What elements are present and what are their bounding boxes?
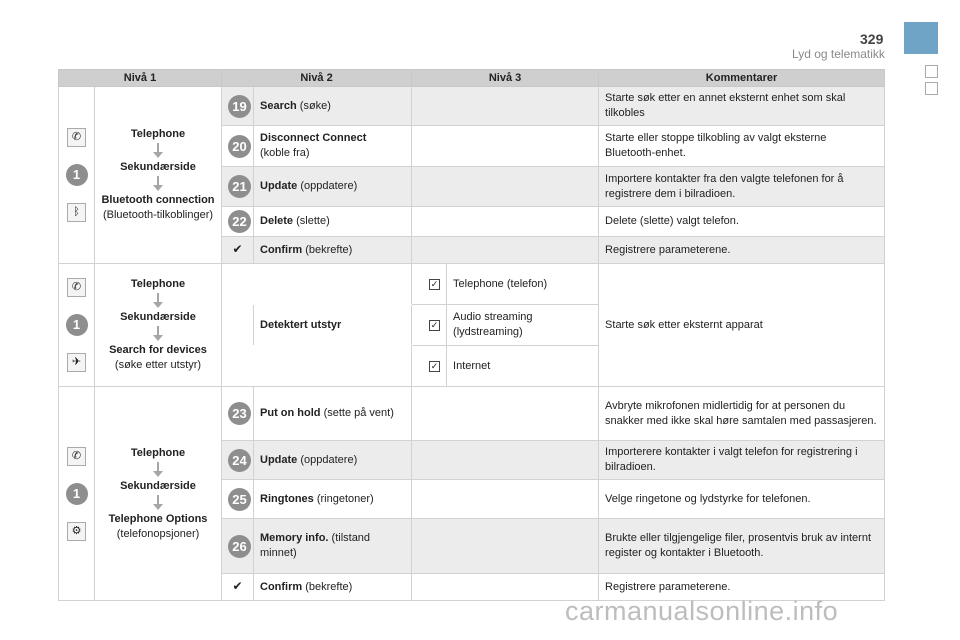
arrow-down-icon <box>157 176 159 185</box>
icon-cell <box>59 387 95 601</box>
option-label: Memory info. <box>260 532 329 544</box>
option-sub: (bekrefte) <box>305 580 353 593</box>
option-sub: (oppdatere) <box>300 453 358 466</box>
option-label: Update <box>260 453 298 466</box>
confirm-check-icon: ✔ <box>232 242 243 256</box>
comment: Avbryte mikrofonen midlertidig for at personen du snakker med ikke skal høre samtalen med passasjeren. <box>599 387 885 441</box>
comment: Velge ringetone og lydstyrke for telefonen. <box>599 480 885 519</box>
nav-path <box>95 387 222 601</box>
arrow-down-icon <box>157 462 159 471</box>
side-marker <box>925 65 938 78</box>
option-label: Confirm <box>260 580 303 593</box>
confirm-check-icon: ✔ <box>232 579 243 593</box>
option-sub: (sette på vent) <box>323 407 394 419</box>
option-sub: (tilstand minnet) <box>260 532 371 559</box>
col-header: Nivå 3 <box>412 70 599 87</box>
comment: Starte søk etter en annet eksternt enhet som skal tilkobles <box>599 87 885 126</box>
option-label: Delete <box>260 215 294 227</box>
option-sub: (oppdatere) <box>300 180 358 192</box>
step-badge: 22 <box>228 210 251 233</box>
option-label: Audio streaming (lydstreaming) <box>447 305 599 346</box>
step-badge: 25 <box>228 488 251 511</box>
option-sub: (slette) <box>296 215 330 227</box>
level-badge: 1 <box>66 164 88 186</box>
col-header: Nivå 2 <box>222 70 412 87</box>
arrow-down-icon <box>157 326 159 335</box>
option-label: Disconnect Connect <box>260 132 367 144</box>
side-marker <box>925 82 938 95</box>
level-badge: 1 <box>66 483 88 505</box>
menu-table <box>58 69 885 601</box>
icon-cell <box>59 87 95 264</box>
step-badge: 21 <box>228 175 251 198</box>
option-sub: (søke) <box>299 99 331 112</box>
nav-target-sub: (telefonopsjoner) <box>116 527 200 540</box>
bluetooth-icon: ᛒ <box>67 203 86 222</box>
option-label: Put on hold <box>260 407 321 419</box>
nav-target: Bluetooth connection <box>101 194 215 206</box>
nav-secondary: Sekundærside <box>120 161 196 173</box>
option-sub: (bekrefte) <box>305 243 353 256</box>
nav-telephone: Telephone <box>130 278 186 290</box>
nav-path <box>95 264 222 387</box>
comment: Brukte eller tilgjengelige filer, prosentvis bruk av internt register og kontakter i Bluetooth. <box>599 519 885 574</box>
step-badge: 24 <box>228 449 251 472</box>
table-row <box>59 87 885 126</box>
phone-settings-icon: ⚙ <box>67 522 86 541</box>
arrow-down-icon <box>157 143 159 152</box>
level-badge: 1 <box>66 314 88 336</box>
nav-path <box>95 87 222 264</box>
col-header: Nivå 1 <box>59 70 222 87</box>
page-number: 329 <box>860 31 884 47</box>
icon-cell <box>59 264 95 387</box>
nav-target: Telephone Options <box>108 512 208 525</box>
chapter-tab <box>904 22 938 54</box>
table-header <box>59 70 885 87</box>
comment: Registrere parameterene. <box>599 574 885 601</box>
step-badge: 19 <box>228 95 251 118</box>
option-sub: (koble fra) <box>260 147 310 159</box>
option-label: Update <box>260 180 298 192</box>
table-row <box>59 387 885 441</box>
option-sub: (ringetoner) <box>316 492 374 505</box>
table-row <box>59 264 885 305</box>
telephone-icon: ✆ <box>67 128 86 147</box>
col-header: Kommentarer <box>599 70 885 87</box>
telephone-icon: ✆ <box>67 447 86 466</box>
nav-target-sub: (søke etter utstyr) <box>114 359 202 371</box>
checkbox-icon: ✓ <box>430 278 439 289</box>
option-label: Search <box>260 99 297 112</box>
search-device-icon: ✈ <box>67 353 86 372</box>
comment: Importerere kontakter i valgt telefon for registrering i bilradioen. <box>599 441 885 480</box>
comment: Starte eller stoppe tilkobling av valgt eksterne Bluetooth-enhet. <box>599 126 885 167</box>
step-badge: 23 <box>228 402 251 425</box>
comment: Delete (slette) valgt telefon. <box>599 207 885 237</box>
telephone-icon: ✆ <box>67 278 86 297</box>
section-title: Lyd og telematikk <box>792 47 885 61</box>
comment: Starte søk etter eksternt apparat <box>599 264 885 387</box>
step-badge: 26 <box>228 535 251 558</box>
arrow-down-icon <box>157 293 159 302</box>
comment: Registrere parameterene. <box>599 237 885 264</box>
checkbox-icon: ✓ <box>430 319 439 330</box>
nav-target-sub: (Bluetooth-tilkoblinger) <box>102 209 214 221</box>
step-badge: 20 <box>228 135 251 158</box>
nav-target: Search for devices <box>109 344 207 356</box>
nav-secondary: Sekundærside <box>120 311 196 323</box>
comment: Importere kontakter fra den valgte telefonen for å registrere dem i bilradioen. <box>599 167 885 207</box>
option-label: Internet <box>447 346 599 387</box>
checkbox-icon: ✓ <box>430 360 439 371</box>
option-label: Telephone (telefon) <box>447 264 599 305</box>
option-label: Confirm <box>260 243 303 256</box>
level2-label: Detektert utstyr <box>260 318 342 331</box>
nav-telephone: Telephone <box>130 128 186 140</box>
nav-secondary: Sekundærside <box>120 479 196 492</box>
watermark: carmanualsonline.info <box>565 596 839 626</box>
option-label: Ringtones <box>260 492 314 505</box>
arrow-down-icon <box>157 495 159 504</box>
nav-telephone: Telephone <box>130 446 186 459</box>
